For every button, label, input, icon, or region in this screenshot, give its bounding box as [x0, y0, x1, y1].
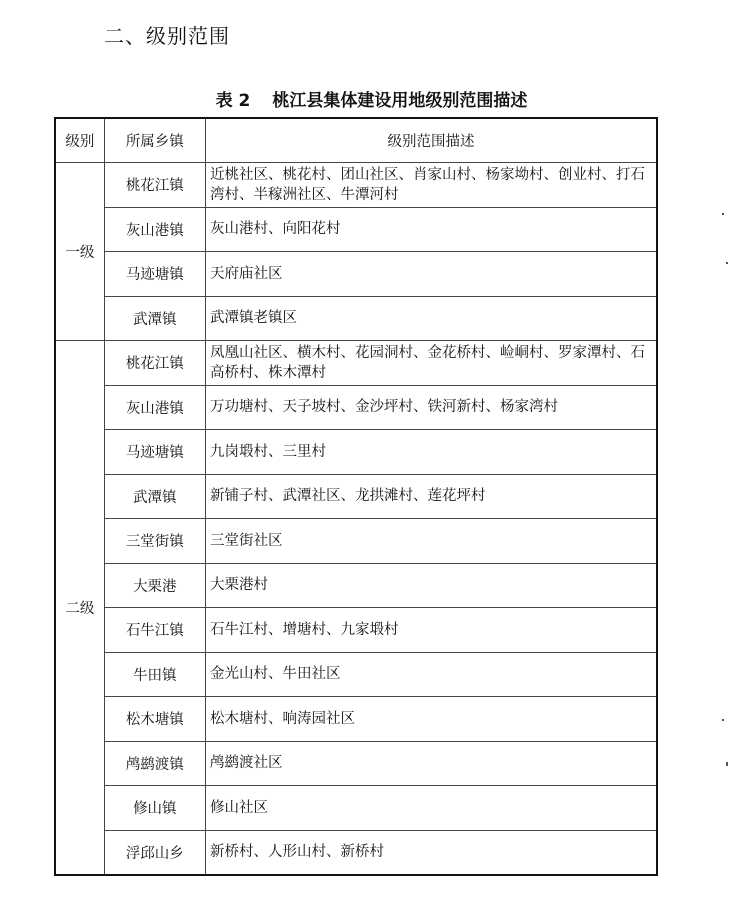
table-row: [55, 786, 657, 831]
description-cell: 金光山村、牛田社区: [205, 652, 657, 697]
table-row: [55, 519, 657, 564]
town-cell: 修山镇: [104, 786, 205, 831]
table-row: [55, 474, 657, 519]
table-row: [55, 563, 657, 608]
description-cell: 修山社区: [205, 786, 657, 831]
table-row: [55, 697, 657, 742]
description-cell: 凤凰山社区、横木村、花园洞村、金花桥村、崄峒村、罗家潭村、石高桥村、株木潭村: [205, 341, 657, 386]
description-cell: 万功塘村、天子坡村、金沙坪村、铁河新村、杨家湾村: [205, 385, 657, 430]
town-cell: 马迹塘镇: [104, 252, 205, 297]
land-grade-table: [54, 117, 658, 876]
header-level: 级别: [55, 118, 104, 163]
table-row: [55, 430, 657, 475]
table-row: [55, 252, 657, 297]
town-cell: 武潭镇: [104, 474, 205, 519]
town-cell: 桃花江镇: [104, 163, 205, 208]
scan-speck: [726, 762, 728, 766]
table-header-row: [55, 118, 657, 163]
town-cell: 牛田镇: [104, 652, 205, 697]
town-cell: 石牛江镇: [104, 608, 205, 653]
scan-speck: [722, 213, 724, 215]
table-caption-title: 桃江县集体建设用地级别范围描述: [272, 91, 528, 111]
table-row: [55, 830, 657, 875]
description-cell: 大栗港村: [205, 563, 657, 608]
town-cell: 松木塘镇: [104, 697, 205, 742]
town-cell: 三堂街镇: [104, 519, 205, 564]
table-row: [55, 608, 657, 653]
town-cell: 灰山港镇: [104, 207, 205, 252]
town-cell: 浮邱山乡: [104, 830, 205, 875]
description-cell: 九岗塅村、三里村: [205, 430, 657, 475]
table-row: [55, 741, 657, 786]
level-cell-first: 一级: [55, 163, 104, 341]
header-town: 所属乡镇: [104, 118, 205, 163]
town-cell: 灰山港镇: [104, 385, 205, 430]
table-caption: [0, 86, 743, 111]
description-cell: 松木塘村、响涛园社区: [205, 697, 657, 742]
scan-speck: [726, 262, 728, 264]
description-cell: 新铺子村、武潭社区、龙拱滩村、莲花坪村: [205, 474, 657, 519]
town-cell: 鸬鹚渡镇: [104, 741, 205, 786]
description-cell: 近桃社区、桃花村、团山社区、肖家山村、杨家坳村、创业村、打石湾村、半稼洲社区、牛潭河村: [205, 163, 657, 208]
table-row: [55, 652, 657, 697]
section-title: 二、级别范围: [104, 24, 230, 48]
table-caption-number: 表 2: [215, 91, 251, 111]
description-cell: 三堂街社区: [205, 519, 657, 564]
table-row: [55, 207, 657, 252]
description-cell: 灰山港村、向阳花村: [205, 207, 657, 252]
description-cell: 武潭镇老镇区: [205, 296, 657, 341]
description-cell: 新桥村、人形山村、新桥村: [205, 830, 657, 875]
town-cell: 大栗港: [104, 563, 205, 608]
town-cell: 马迹塘镇: [104, 430, 205, 475]
scan-speck: [722, 719, 724, 721]
table-row: [55, 341, 657, 386]
description-cell: 石牛江村、增塘村、九家塅村: [205, 608, 657, 653]
description-cell: 天府庙社区: [205, 252, 657, 297]
table-row: [55, 296, 657, 341]
town-cell: 桃花江镇: [104, 341, 205, 386]
level-cell-second: 二级: [55, 341, 104, 876]
town-cell: 武潭镇: [104, 296, 205, 341]
description-cell: 鸬鹚渡社区: [205, 741, 657, 786]
table-row: [55, 163, 657, 208]
table-row: [55, 385, 657, 430]
header-description: 级别范围描述: [205, 118, 657, 163]
